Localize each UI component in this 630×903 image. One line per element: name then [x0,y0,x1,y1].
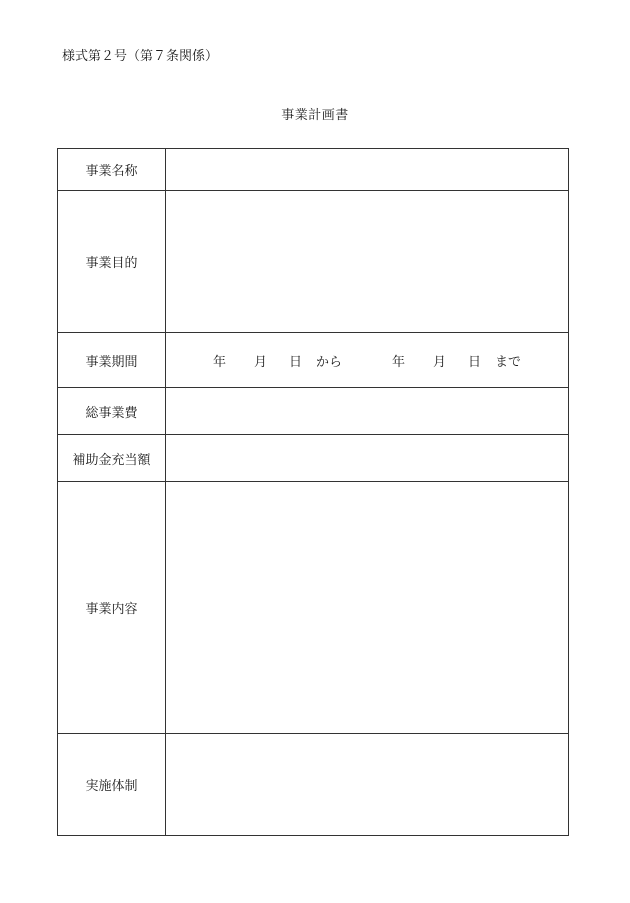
document-title: 事業計画書 [281,108,349,123]
field-project-period[interactable] [166,333,569,388]
row-project-name [58,149,569,191]
period-month-to: 月 [433,354,447,370]
period-from-word: から [315,354,342,370]
label-project-name: 事業名称 [58,149,166,191]
period-day-to: 日 [468,354,482,370]
label-total-cost: 総事業費 [58,388,166,435]
label-project-purpose: 事業目的 [58,191,166,333]
label-implementation-structure: 実施体制 [58,734,166,836]
period-line [166,351,568,370]
row-implementation-structure [58,734,569,836]
row-subsidy-allocation [58,435,569,482]
label-project-content: 事業内容 [58,482,166,734]
field-project-purpose[interactable] [166,191,569,333]
label-subsidy-allocation: 補助金充当額 [58,435,166,482]
project-plan-table [57,148,569,836]
period-year-from: 年 [212,354,226,370]
field-project-content[interactable] [166,482,569,734]
form-number: 様式第２号（第７条関係） [62,49,219,64]
label-project-period: 事業期間 [58,333,166,388]
period-month-from: 月 [253,354,267,370]
period-to-word: まで [495,354,522,370]
field-implementation-structure[interactable] [166,734,569,836]
row-total-cost [58,388,569,435]
row-project-content [58,482,569,734]
row-project-period [58,333,569,388]
field-project-name[interactable] [166,149,569,191]
period-year-to: 年 [392,354,406,370]
field-total-cost[interactable] [166,388,569,435]
period-day-from: 日 [288,354,302,370]
row-project-purpose [58,191,569,333]
field-subsidy-allocation[interactable] [166,435,569,482]
